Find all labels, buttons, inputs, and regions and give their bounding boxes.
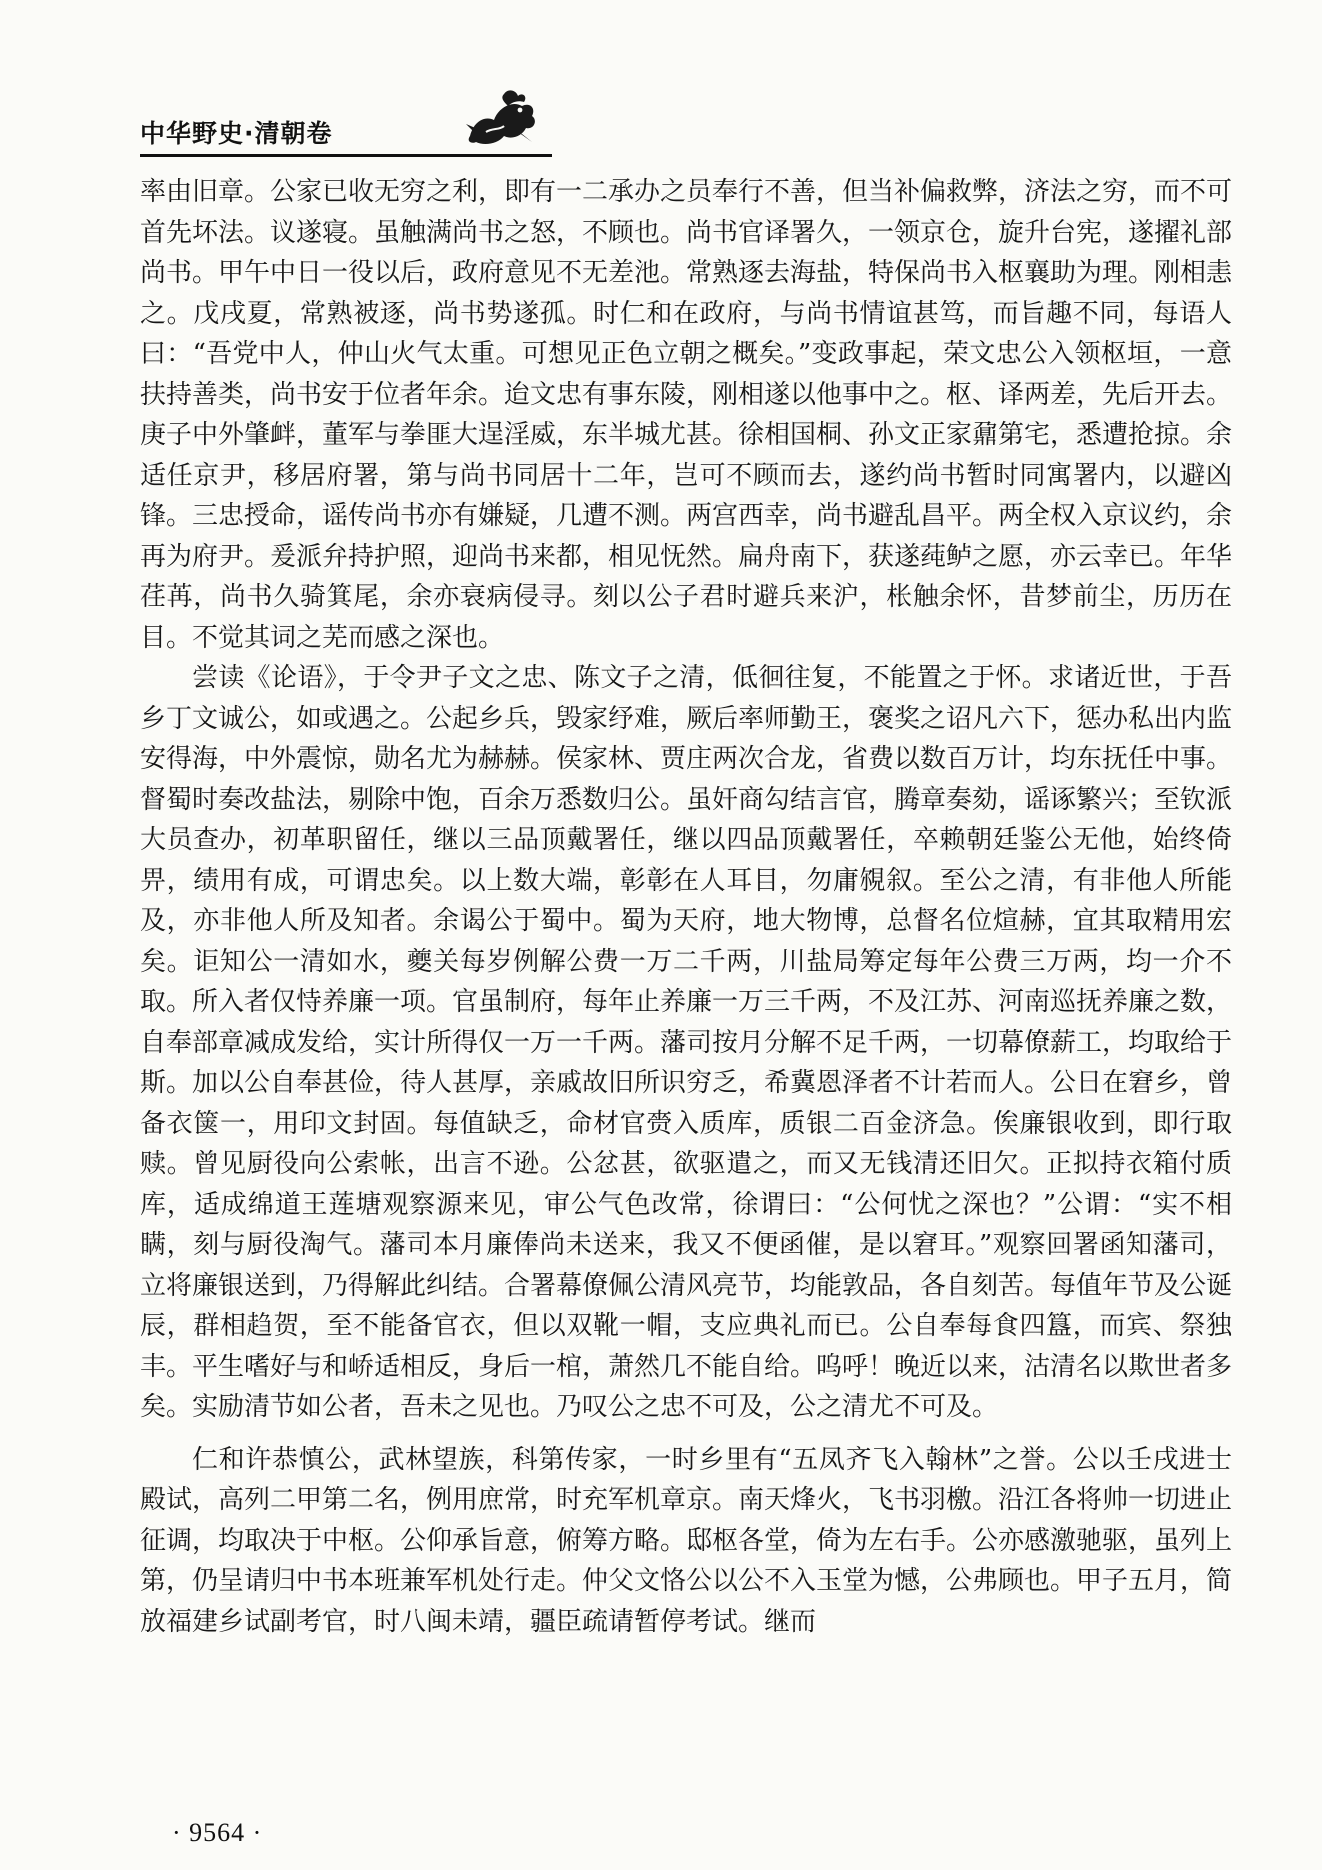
running-header <box>140 104 1230 160</box>
paragraph-3: 仁和许恭慎公，武林望族，科第传家，一时乡里有“五凤齐飞入翰林”之誉。公以壬戌进士殿试，高列二甲第二名，例用庶常，时充军机章京。南天烽火，飞书羽檄。沿江各将帅一切进止征调，均取决于中枢。公仰承旨意，俯筹方略。邸枢各堂，倚为左右手。公亦感激驰驱，虽列上第，仍呈请归中书本班兼军机处行走。仲父文恪公以公不入玉堂为憾，公弗顾也。甲子五月，简放福建乡试副考官，时八闽未靖，疆臣疏请暂停考试。继而 <box>140 1444 1233 1637</box>
paragraph-1: 率由旧章。公家已收无穷之利，即有一二承办之员奉行不善，但当补偏救弊，济法之穷，而不可首先坏法。议遂寝。虽触满尚书之怒，不顾也。尚书官译署久，一领京仓，旋升台宪，遂擢礼部尚书。甲午中日一役以后，政府意见不无差池。常熟逐去海盐，特保尚书入枢襄助为理。刚相恚之。戊戌夏，常熟被逐，尚书势遂孤。时仁和在政府，与尚书情谊甚笃，而旨趣不同，每语人曰：“吾党中人，仲山火气太重。可想见正色立朝之概矣。”变政事起，荣文忠公入领枢垣，一意扶持善类，尚书安于位者年余。迨文忠有事东陵，刚相遂以他事中之。枢、译两差，先后开去。庚子中外肇衅，董军与拳匪大逞淫威，东半城尤甚。徐相国桐、孙文正家鼐第宅，悉遭抢掠。余适任京尹，移居府署，第与尚书同居十二年，岂可不顾而去，遂约尚书暂时同寓署内，以避凶锋。三忠授命，谣传尚书亦有嫌疑，几遭不测。两宫西幸，尚书避乱昌平。两全权入京议约，余再为府尹。爰派弁持护照，迎尚书来都，相见怃然。扁舟南下，获遂莼鲈之愿，亦云幸已。年华荏苒，尚书久骑箕尾，余亦衰病侵寻。刻以公子君时避兵来沪，枨触余怀，昔梦前尘，历历在目。不觉其词之芜而感之深也。 <box>140 177 1233 653</box>
body-text <box>140 172 1232 1642</box>
book-title: 中华野史·清朝卷 <box>140 119 333 148</box>
paragraph-2: 尝读《论语》，于令尹子文之忠、陈文子之清，低徊往复，不能置之于怀。求诸近世，于吾乡丁文诚公，如或遇之。公起乡兵，毁家纾难，厥后率师勤王，褒奖之诏凡六下，惩办私出内监安得海，中外震惊，勋名尤为赫赫。侯家林、贾庄两次合龙，省费以数百万计，均东抚任中事。督蜀时奏改盐法，剔除中饱，百余万悉数归公。虽奸商勾结言官，腾章奏劾，谣诼繁兴；至钦派大员查办，初革职留任，继以三品顶戴署任，继以四品顶戴署任，卒赖朝廷鉴公无他，始终倚畀，绩用有成，可谓忠矣。以上数大端，彰彰在人耳目，勿庸覙叙。至公之清，有非他人所能及，亦非他人所及知者。余谒公于蜀中。蜀为天府，地大物博，总督名位煊赫，宜其取精用宏矣。讵知公一清如水，夔关每岁例解公费一万二千两，川盐局筹定每年公费三万两，均一介不取。所入者仅恃养廉一项。官虽制府，每年止养廉一万三千两，不及江苏、河南巡抚养廉之数，自奉部章减成发给，实计所得仅一万一千两。藩司按月分解不足千两，一切幕僚薪工，均取给于斯。加以公自奉甚俭，待人甚厚，亲戚故旧所识穷乏，希冀恩泽者不计若而人。公日在窘乡，曾备衣箧一，用印文封固。每值缺乏，命材官赍入质库，质银二百金济急。俟廉银收到，即行取赎。曾见厨役向公索帐，出言不逊。公忿甚，欲驱遣之，而又无钱清还旧欠。正拟持衣箱付质库，适成绵道王莲塘观察源来见，审公气色改常，徐谓曰：“公何忧之深也？”公谓：“实不相瞒，刻与厨役淘气。藩司本月廉俸尚未送来，我又不便函催，是以窘耳。”观察回署函知藩司，立将廉银送到，乃得解此纠结。合署幕僚佩公清风亮节，均能敦品，各自刻苦。每值年节及公诞辰，群相趋贺，至不能备官衣，但以双靴一帽，支应典礼而已。公自奉每食四簋，而宾、祭独丰。平生嗜好与和峤适相反，身后一棺，萧然几不能自给。呜呼！晚近以来，沽清名以欺世者多矣。实励清节如公者，吾未之见也。乃叹公之忠不可及，公之清尤不可及。 <box>140 663 1233 1422</box>
dragon-emblem-icon <box>460 86 542 152</box>
page-number: · 9564 · <box>172 1818 263 1847</box>
header-rule <box>140 154 552 157</box>
